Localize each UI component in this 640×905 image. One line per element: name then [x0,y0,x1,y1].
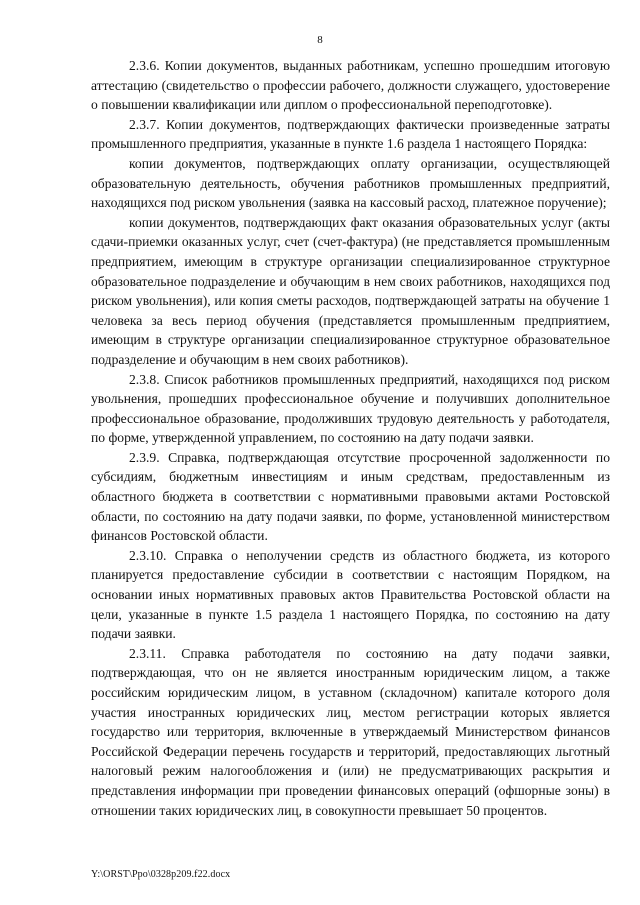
page-number: 8 [317,34,323,46]
paragraph-payment-docs: копии документов, подтверждающих оплату организации, осуществляющей образовательную деятельность, обучения работников промышленных предприятий, находящихся под риском увольнения (заявка на кассовый расход, платежное поручение); [91,155,610,211]
paragraph-service-docs: копии документов, подтверждающих факт оказания образовательных услуг (акты сдачи-приемки оказанных услуг, счет (счет-фактура) (не представляется промышленным предприятием, имеющим в структуре организации специализированное структурное образовательное подразделение и обучающим в нем своих работников, находящихся под риском увольнения), или копия сметы расходов, подтверждающей затраты на обучение 1 человека за весь период обучения (представляется промышленным предприятием, имеющим в структуре организации специализированное структурное образовательное подразделение и обучающим в нем своих работников). [91,214,610,367]
paragraph-2-3-8: 2.3.8. Список работников промышленных предприятий, находящихся под риском увольнения, прошедших профессиональное обучение и получивших дополнительное профессиональное образование, продолживших трудовую деятельность у работодателя, по форме, утвержденной управлением, по состоянию на дату подачи заявки. [91,371,610,446]
paragraph-2-3-9: 2.3.9. Справка, подтверждающая отсутствие просроченной задолженности по субсидиям, бюджетным инвестициям и иным средствам, предоставленным из областного бюджета в соответствии с нормативными правовыми актами Ростовской области, по состоянию на дату подачи заявки, по форме, установленной министерством финансов Ростовской области. [91,449,610,544]
paragraph-2-3-6: 2.3.6. Копии документов, выданных работникам, успешно прошедшим итоговую аттестацию (свидетельство о профессии рабочего, должности служащего, удостоверение о повышении квалификации или диплом о профессиональной переподготовке). [91,58,610,113]
paragraph-2-3-10: 2.3.10. Справка о неполучении средств из областного бюджета, из которого планируется предоставление субсидии в соответствии с настоящим Порядком, на основании иных нормативных правовых актов Правительства Ростовской области на цели, указанные в пункте 1.5 раздела 1 настоящего Порядка, по состоянию на дату подачи заявки. [91,547,610,642]
paragraph-2-3-7: 2.3.7. Копии документов, подтверждающих фактически произведенные затраты промышленного предприятия, указанные в пункте 1.6 раздела 1 настоящего Порядка: [91,116,610,152]
file-path-footer: Y:\ORST\Ppo\0328p209.f22.docx [91,869,231,880]
document-body [91,56,610,820]
paragraph-2-3-11: 2.3.11. Справка работодателя по состоянию на дату подачи заявки, подтверждающая, что он не является иностранным юридическим лицом, а также российским юридическим лицом, в уставном (складочном) капитале которого доля участия иностранных юридических лиц, местом регистрации которых является государство или территория, включенные в утверждаемый Министерством финансов Российской Федерации перечень государств и территорий, предоставляющих льготный налоговый режим налогообложения и (или) не предусматривающих раскрытия и представления информации при проведении финансовых операций (офшорные зоны) в отношении таких юридических лиц, в совокупности превышает 50 процентов. [91,645,610,818]
